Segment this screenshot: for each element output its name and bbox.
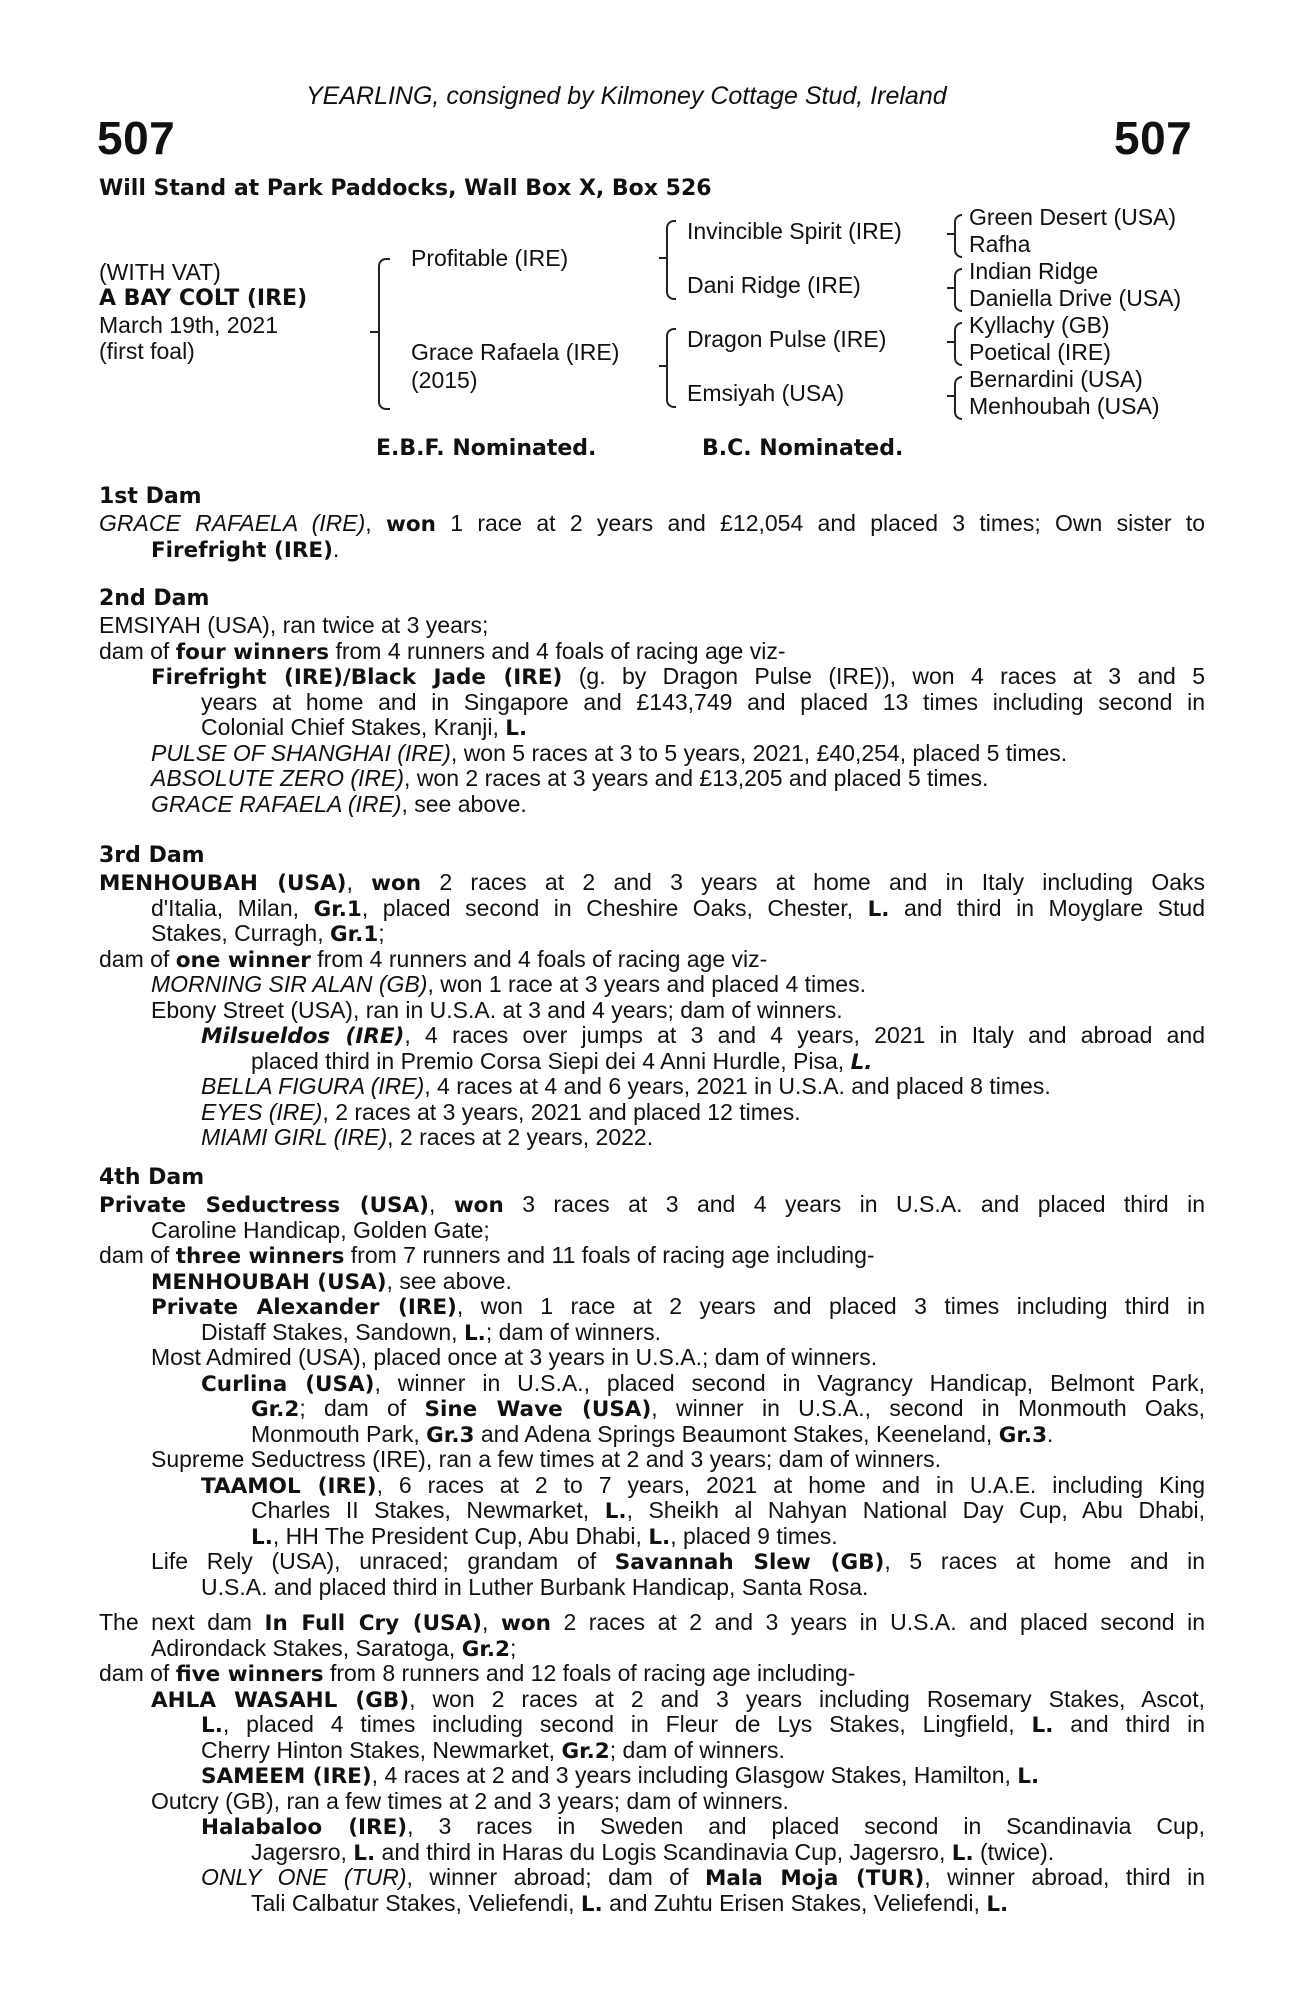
pedigree-line: MENHOUBAH (USA), won 2 races at 2 and 3 years at home and in Italy including Oaks	[99, 869, 1205, 896]
stand-location: Will Stand at Park Paddocks, Wall Box X, Box 526	[99, 176, 712, 201]
brace-tip	[370, 331, 378, 333]
pedigree-line: Private Alexander (IRE), won 1 race at 2 years and placed 3 times including third in	[151, 1293, 1205, 1320]
pedigree-line: EMSIYAH (USA), ran twice at 3 years;	[99, 612, 489, 638]
dam-sire: Dragon Pulse (IRE)	[687, 326, 887, 352]
vat-note: (WITH VAT)	[99, 259, 221, 285]
pedigree-line: MENHOUBAH (USA), see above.	[151, 1267, 512, 1295]
gen3-ancestor: Menhoubah (USA)	[969, 393, 1160, 419]
pedigree-line: Stakes, Curragh, Gr.1;	[151, 920, 385, 947]
pedigree-line: dam of three winners from 7 runners and 11 foals of racing age including-	[99, 1242, 875, 1269]
dam-name: Grace Rafaela (IRE)	[411, 339, 620, 365]
gen3-brace-1	[954, 214, 962, 258]
pedigree-line: Cherry Hinton Stakes, Newmarket, Gr.2; dam of winners.	[201, 1736, 785, 1764]
gen3-ancestor: Indian Ridge	[969, 258, 1099, 284]
next-dam-section	[99, 1610, 1205, 1916]
section-heading: 1st Dam	[99, 484, 202, 509]
gen3-ancestor: Kyllachy (GB)	[969, 312, 1110, 338]
gen3-brace-3	[954, 322, 962, 366]
gen3-ancestor: Rafha	[969, 231, 1031, 257]
pedigree-line: BELLA FIGURA (IRE), 4 races at 4 and 6 years, 2021 in U.S.A. and placed 8 times.	[201, 1073, 1051, 1099]
pedigree-line: TAAMOL (IRE), 6 races at 2 to 7 years, 2021 at home and in U.A.E. including King	[201, 1471, 1206, 1499]
pedigree-line: Charles II Stakes, Newmarket, L., Sheikh al Nahyan National Day Cup, Abu Dhabi,	[251, 1497, 1205, 1524]
dam-line-brace	[666, 328, 676, 408]
pedigree-line: Ebony Street (USA), ran in U.S.A. at 3 and 4 years; dam of winners.	[151, 996, 843, 1023]
pedigree-line: Adirondack Stakes, Saratoga, Gr.2;	[151, 1634, 517, 1662]
pedigree-line: GRACE RAFAELA (IRE), won 1 race at 2 years and £12,054 and placed 3 times; Own sister to	[99, 510, 1206, 537]
consignment-line: YEARLING, consigned by Kilmoney Cottage Stud, Ireland	[306, 82, 947, 110]
pedigree-line: U.S.A. and placed third in Luther Burbank Handicap, Santa Rosa.	[201, 1573, 869, 1600]
pedigree-line: Jagersro, L. and third in Haras du Logis Scandinavia Cup, Jagersro, L. (twice).	[251, 1838, 1055, 1866]
pedigree-line: Gr.2; dam of Sine Wave (USA), winner in U.S.A., second in Monmouth Oaks,	[251, 1395, 1205, 1422]
pedigree-line: Milsueldos (IRE), 4 races over jumps at 3 and 4 years, 2021 in Italy and abroad and	[201, 1022, 1205, 1049]
brace-tip	[947, 395, 955, 397]
pedigree-line: L., placed 4 times including second in Fleur de Lys Stakes, Lingfield, L. and third in	[201, 1711, 1205, 1738]
brace-tip	[659, 257, 667, 259]
sire-name: Profitable (IRE)	[411, 245, 569, 271]
lot-number-left: 507	[97, 112, 176, 164]
gen3-brace-4	[954, 376, 962, 420]
first-foal-note: (first foal)	[99, 338, 195, 364]
brace-tip	[947, 341, 955, 343]
fourth-dam-section	[99, 1165, 1205, 1600]
pedigree-line: dam of four winners from 4 runners and 4 foals of racing age viz-	[99, 637, 786, 665]
first-dam-section	[99, 484, 1205, 562]
pedigree-line: Tali Calbatur Stakes, Veliefendi, L. and Zuhtu Erisen Stakes, Veliefendi, L.	[251, 1889, 1009, 1917]
gen3-ancestor: Bernardini (USA)	[969, 366, 1143, 392]
pedigree-line: Curlina (USA), winner in U.S.A., placed second in Vagrancy Handicap, Belmont Park,	[201, 1369, 1205, 1397]
bc-nomination: B.C. Nominated.	[702, 436, 904, 461]
pedigree-line: placed third in Premio Corsa Siepi dei 4 Anni Hurdle, Pisa, L.	[251, 1047, 873, 1075]
pedigree-line: MORNING SIR ALAN (GB), won 1 race at 3 years and placed 4 times.	[151, 971, 866, 997]
brace-tip	[947, 287, 955, 289]
section-heading: 3rd Dam	[99, 843, 205, 868]
pedigree-line: The next dam In Full Cry (USA), won 2 races at 2 and 3 years in U.S.A. and placed second in	[99, 1609, 1205, 1636]
third-dam-section	[99, 843, 1205, 1151]
pedigree-line: dam of one winner from 4 runners and 4 foals of racing age viz-	[99, 945, 768, 973]
pedigree-line: Life Rely (USA), unraced; grandam of Savannah Slew (GB), 5 races at home and in	[151, 1548, 1205, 1575]
pedigree-line: Halabaloo (IRE), 3 races in Sweden and placed second in Scandinavia Cup,	[201, 1813, 1205, 1840]
pedigree-line: Supreme Seductress (IRE), ran a few times at 2 and 3 years; dam of winners.	[151, 1446, 942, 1472]
sire-dam: Dani Ridge (IRE)	[687, 272, 861, 298]
pedigree-line: Caroline Handicap, Golden Gate;	[151, 1216, 490, 1243]
pedigree-line: Colonial Chief Stakes, Kranji, L.	[201, 714, 528, 741]
pedigree-line: EYES (IRE), 2 races at 3 years, 2021 and placed 12 times.	[201, 1098, 801, 1125]
dam-dam: Emsiyah (USA)	[687, 380, 845, 406]
pedigree-line: L., HH The President Cup, Abu Dhabi, L., placed 9 times.	[251, 1522, 838, 1550]
dam-foaled-year: (2015)	[411, 367, 478, 393]
gen3-ancestor: Green Desert (USA)	[969, 204, 1177, 230]
pedigree-line: Monmouth Park, Gr.3 and Adena Springs Beaumont Stakes, Keeneland, Gr.3.	[251, 1420, 1054, 1448]
pedigree-line: Private Seductress (USA), won 3 races at 3 and 4 years in U.S.A. and placed third in	[99, 1191, 1205, 1218]
subject-name: A BAY COLT (IRE)	[99, 286, 308, 311]
ebf-nomination: E.B.F. Nominated.	[376, 436, 597, 461]
lot-number-right: 507	[1114, 112, 1193, 164]
pedigree-line: AHLA WASAHL (GB), won 2 races at 2 and 3 years including Rosemary Stakes, Ascot,	[151, 1685, 1205, 1713]
pedigree-line: Outcry (GB), ran a few times at 2 and 3 years; dam of winners.	[151, 1787, 789, 1814]
pedigree-line: years at home and in Singapore and £143,749 and placed 13 times including second in	[201, 688, 1205, 715]
brace-tip	[659, 365, 667, 367]
pedigree-line: Firefright (IRE)/Black Jade (IRE) (g. by Dragon Pulse (IRE)), won 4 races at 3 and 5	[151, 663, 1205, 690]
pedigree-line: d'Italia, Milan, Gr.1, placed second in Cheshire Oaks, Chester, L. and third in Moyglare Stud	[151, 894, 1205, 922]
pedigree-line: Most Admired (USA), placed once at 3 years in U.S.A.; dam of winners.	[151, 1344, 878, 1370]
pedigree-line: dam of five winners from 8 runners and 12 foals of racing age including-	[99, 1660, 856, 1687]
brace-tip	[947, 233, 955, 235]
pedigree-line: Firefright (IRE).	[151, 535, 340, 563]
section-heading: 4th Dam	[99, 1165, 205, 1190]
pedigree-line: GRACE RAFAELA (IRE), see above.	[151, 790, 527, 817]
section-heading: 2nd Dam	[99, 586, 210, 611]
pedigree-line: MIAMI GIRL (IRE), 2 races at 2 years, 2022.	[201, 1124, 654, 1150]
pedigree-line: ABSOLUTE ZERO (IRE), won 2 races at 3 years and £13,205 and placed 5 times.	[151, 765, 989, 791]
pedigree-line: PULSE OF SHANGHAI (IRE), won 5 races at 3 to 5 years, 2021, £40,254, placed 5 times.	[151, 739, 1068, 766]
pedigree-line: SAMEEM (IRE), 4 races at 2 and 3 years including Glasgow Stakes, Hamilton, L.	[201, 1762, 1040, 1789]
gen3-ancestor: Poetical (IRE)	[969, 339, 1111, 365]
pedigree-brace-main	[378, 258, 390, 410]
sire-line-brace	[666, 220, 676, 300]
pedigree-line: ONLY ONE (TUR), winner abroad; dam of Mala Moja (TUR), winner abroad, third in	[201, 1864, 1205, 1891]
gen3-brace-2	[954, 268, 962, 312]
foaling-date: March 19th, 2021	[99, 312, 279, 338]
sire-sire: Invincible Spirit (IRE)	[687, 218, 902, 244]
gen3-ancestor: Daniella Drive (USA)	[969, 285, 1182, 311]
second-dam-section	[99, 586, 1205, 817]
pedigree-line: Distaff Stakes, Sandown, L.; dam of winners.	[201, 1318, 661, 1346]
